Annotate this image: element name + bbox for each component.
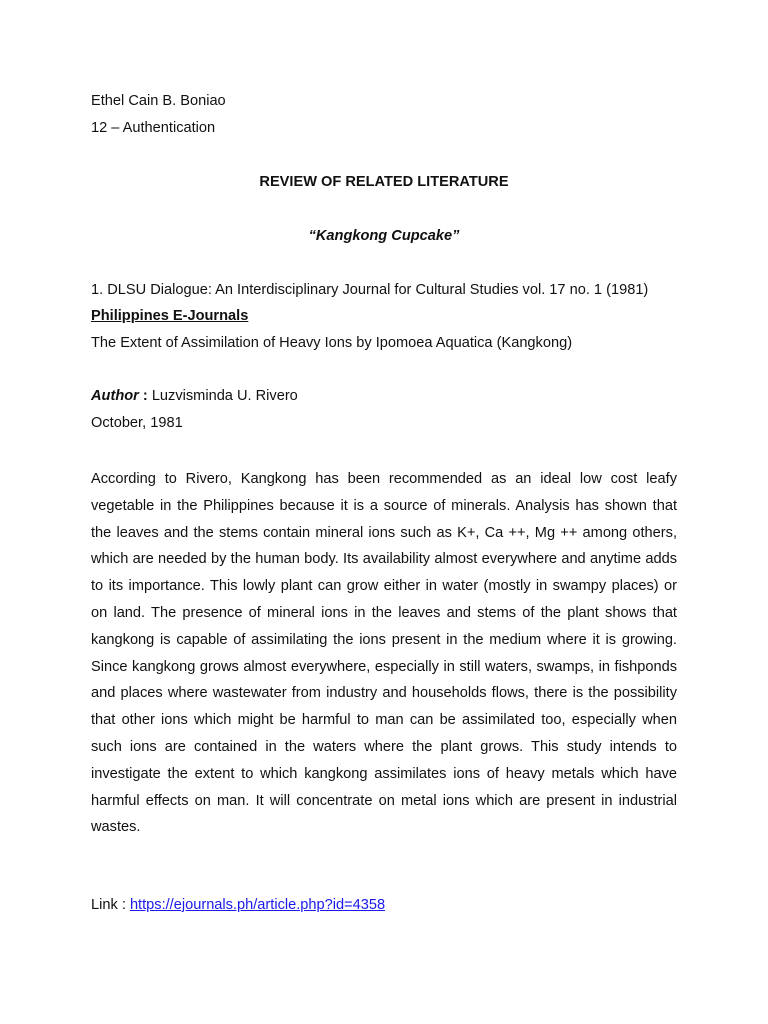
study-title: The Extent of Assimilation of Heavy Ions by Ipomoea Aquatica (Kangkong) <box>91 335 573 351</box>
link-label: Link : <box>91 897 130 913</box>
summary-paragraph: According to Rivero, Kangkong has been recommended as an ideal low cost leafy vegetable in the Philippines because it is a source of minerals. Analysis has shown that the leaves and the stems contain mineral ions such as K+, Ca ++, Mg ++ among others, which are needed by the human body. Its availability almost everywhere and anytime adds to its importance. This lowly plant can grow either in water (mostly in swampy places) or on land. The presence of mineral ions in the leaves and stems of the plant shows that kangkong is capable of assimilating the ions present in the medium where it is growing. Since kangkong grows almost everywhere, especially in still waters, swamps, in fishponds and places where wastewater from industry and households flows, there is the possibility that other ions which might be harmful to man can be assimilated too, especially when such ions are contained in the waters where the plant grows. This study intends to investigate the extent to which kangkong assimilates ions of heavy metals which have harmful effects on man. It will concentrate on metal ions which are present in industrial wastes. <box>91 471 677 836</box>
author-label: Author <box>91 388 139 404</box>
publication-date: October, 1981 <box>91 415 183 431</box>
author-colon: : <box>138 388 152 404</box>
link-line <box>91 896 385 914</box>
author-line <box>91 387 298 405</box>
source-name: Philippines E-Journals <box>91 308 249 324</box>
article-link[interactable]: https://ejournals.ph/article.php?id=4358 <box>129 897 386 913</box>
citation: 1. DLSU Dialogue: An Interdisciplinary Journal for Cultural Studies vol. 17 no. 1 (1981) <box>91 282 649 298</box>
student-section: 12 – Authentication <box>91 120 216 136</box>
student-name: Ethel Cain B. Boniao <box>91 93 226 109</box>
author-name: Luzvisminda U. Rivero <box>151 388 298 404</box>
page-heading: REVIEW OF RELATED LITERATURE <box>259 174 509 190</box>
topic-title: “Kangkong Cupcake” <box>308 228 460 244</box>
